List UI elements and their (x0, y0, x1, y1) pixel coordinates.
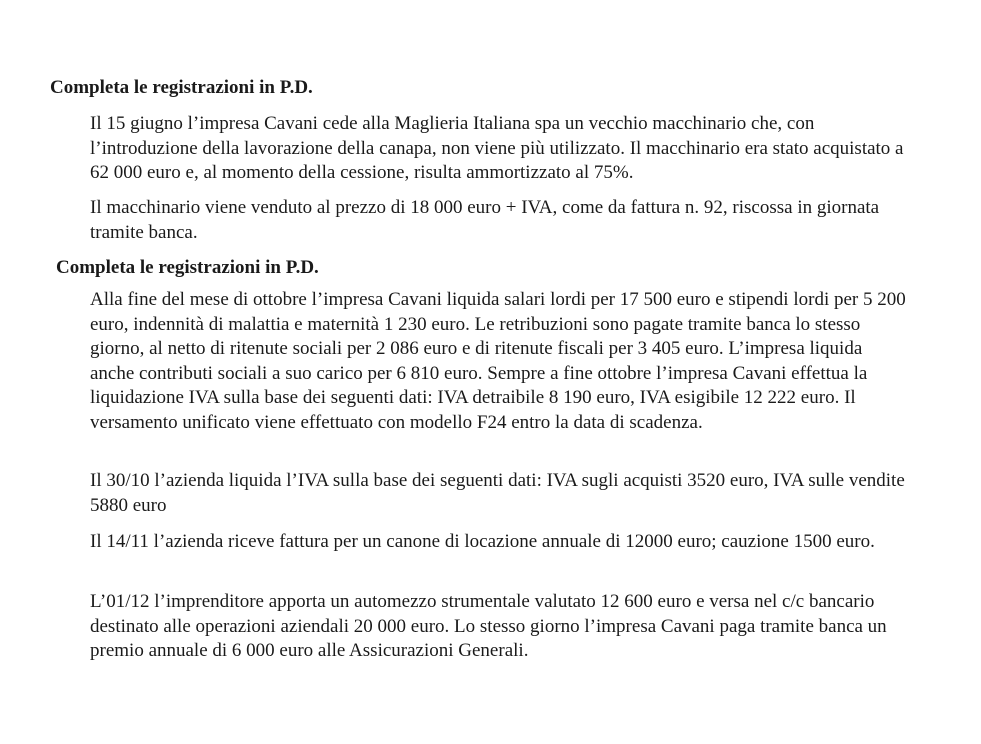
section-1-paragraph-2: Il macchinario viene venduto al prezzo di 18 000 euro + IVA, come da fattura n. 92, riscossa in giornata tramite banca. (90, 197, 880, 243)
section-2-paragraph-1: Alla fine del mese di ottobre l’impresa Cavani liquida salari lordi per 17 500 euro e stipendi lordi per 5 200 euro, indennità di malattia e maternità 1 230 euro. Le retribuzioni sono pagate tramite banca lo stesso giorno, al netto di ritenute sociali per 2 086 euro e di ritenute fiscali per 3 405 euro. L’impresa liquida anche contributi sociali a suo carico per 6 810 euro. Sempre a fine ottobre l’impresa Cavani effettua la liquidazione IVA sulla base dei seguenti dati: IVA detraibile 8 190 euro, IVA esigibile 12 222 euro. Il versamento unificato viene effettuato con modello F24 entro la data di scadenza. (90, 289, 906, 433)
section-2-heading: Completa le registrazioni in P.D. (56, 257, 319, 278)
section-2-paragraph-2: Il 30/10 l’azienda liquida l’IVA sulla base dei seguenti dati: IVA sugli acquisti 3520 euro, IVA sulle vendite 5880 euro (90, 470, 905, 516)
section-2-paragraph-3: Il 14/11 l’azienda riceve fattura per un canone di locazione annuale di 12000 euro; cauzione 1500 euro. (90, 531, 875, 552)
section-2-paragraph-4: L’01/12 l’imprenditore apporta un automezzo strumentale valutato 12 600 euro e versa nel c/c bancario destinato alle operazioni aziendali 20 000 euro. Lo stesso giorno l’impresa Cavani paga tramite banca un premio annuale di 6 000 euro alle Assicurazioni Generali. (90, 591, 887, 662)
section-1-heading: Completa le registrazioni in P.D. (50, 77, 313, 98)
section-1-paragraph-1: Il 15 giugno l’impresa Cavani cede alla Maglieria Italiana spa un vecchio macchinario che, con l’introduzione della lavorazione della canapa, non viene più utilizzato. Il macchinario era stato acquistato a 62 000 euro e, al momento della cessione, risulta ammortizzato al 75%. (90, 113, 904, 184)
